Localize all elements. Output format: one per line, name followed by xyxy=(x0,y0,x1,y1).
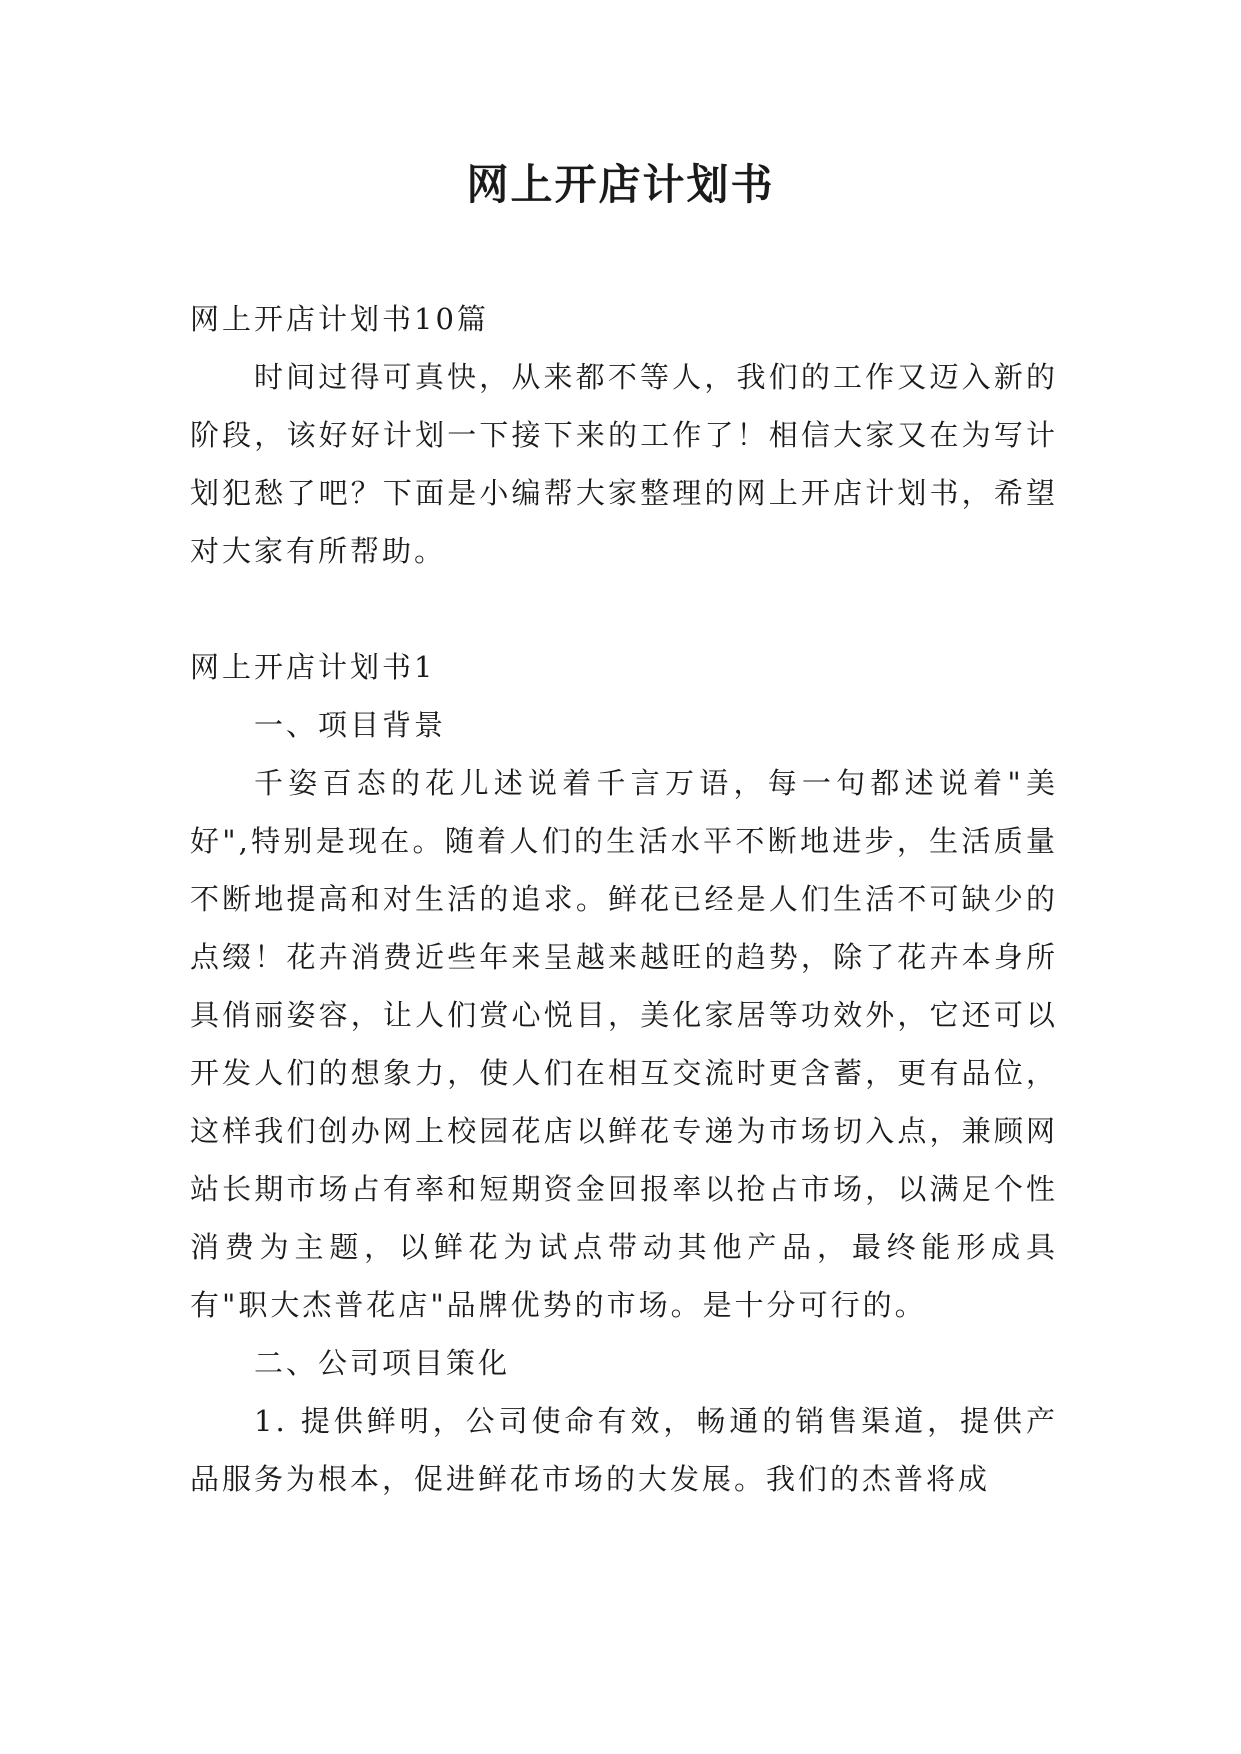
subsection-heading: 一、项目背景 xyxy=(254,708,447,742)
document-body xyxy=(190,290,1058,1508)
section-heading: 网上开店计划书1 xyxy=(190,650,436,684)
document-title: 网上开店计划书 xyxy=(466,160,775,209)
document-subtitle: 网上开店计划书10篇 xyxy=(190,302,489,336)
intro-paragraph: 时间过得可真快，从来都不等人，我们的工作又迈入新的阶段，该好好计划一下接下来的工作了！相信大家又在为写计划犯愁了吧？下面是小编帮大家整理的网上开店计划书，希望对大家有所帮助。 xyxy=(190,360,1058,568)
paragraph-spacer xyxy=(190,580,1058,638)
background-paragraph: 千姿百态的花儿述说着千言万语，每一句都述说着"美好",特别是现在。随着人们的生活水平不断地进步，生活质量不断地提高和对生活的追求。鲜花已经是人们生活不可缺少的点缀！花卉消费近些年来呈越来越旺的趋势，除了花卉本身所具俏丽姿容，让人们赏心悦目，美化家居等功效外，它还可以开发人们的想象力，使人们在相互交流时更含蓄，更有品位，这样我们创办网上校园花店以鲜花专递为市场切入点，兼顾网站长期市场占有率和短期资金回报率以抢占市场，以满足个性消费为主题，以鲜花为试点带动其他产品，最终能形成具有"职大杰普花店"品牌优势的市场。是十分可行的。 xyxy=(190,766,1058,1322)
subsection-heading: 二、公司项目策化 xyxy=(254,1346,511,1380)
planning-paragraph: 1. 提供鲜明，公司使命有效，畅通的销售渠道，提供产品服务为根本，促进鲜花市场的大发展。我们的杰普将成 xyxy=(190,1404,1058,1496)
